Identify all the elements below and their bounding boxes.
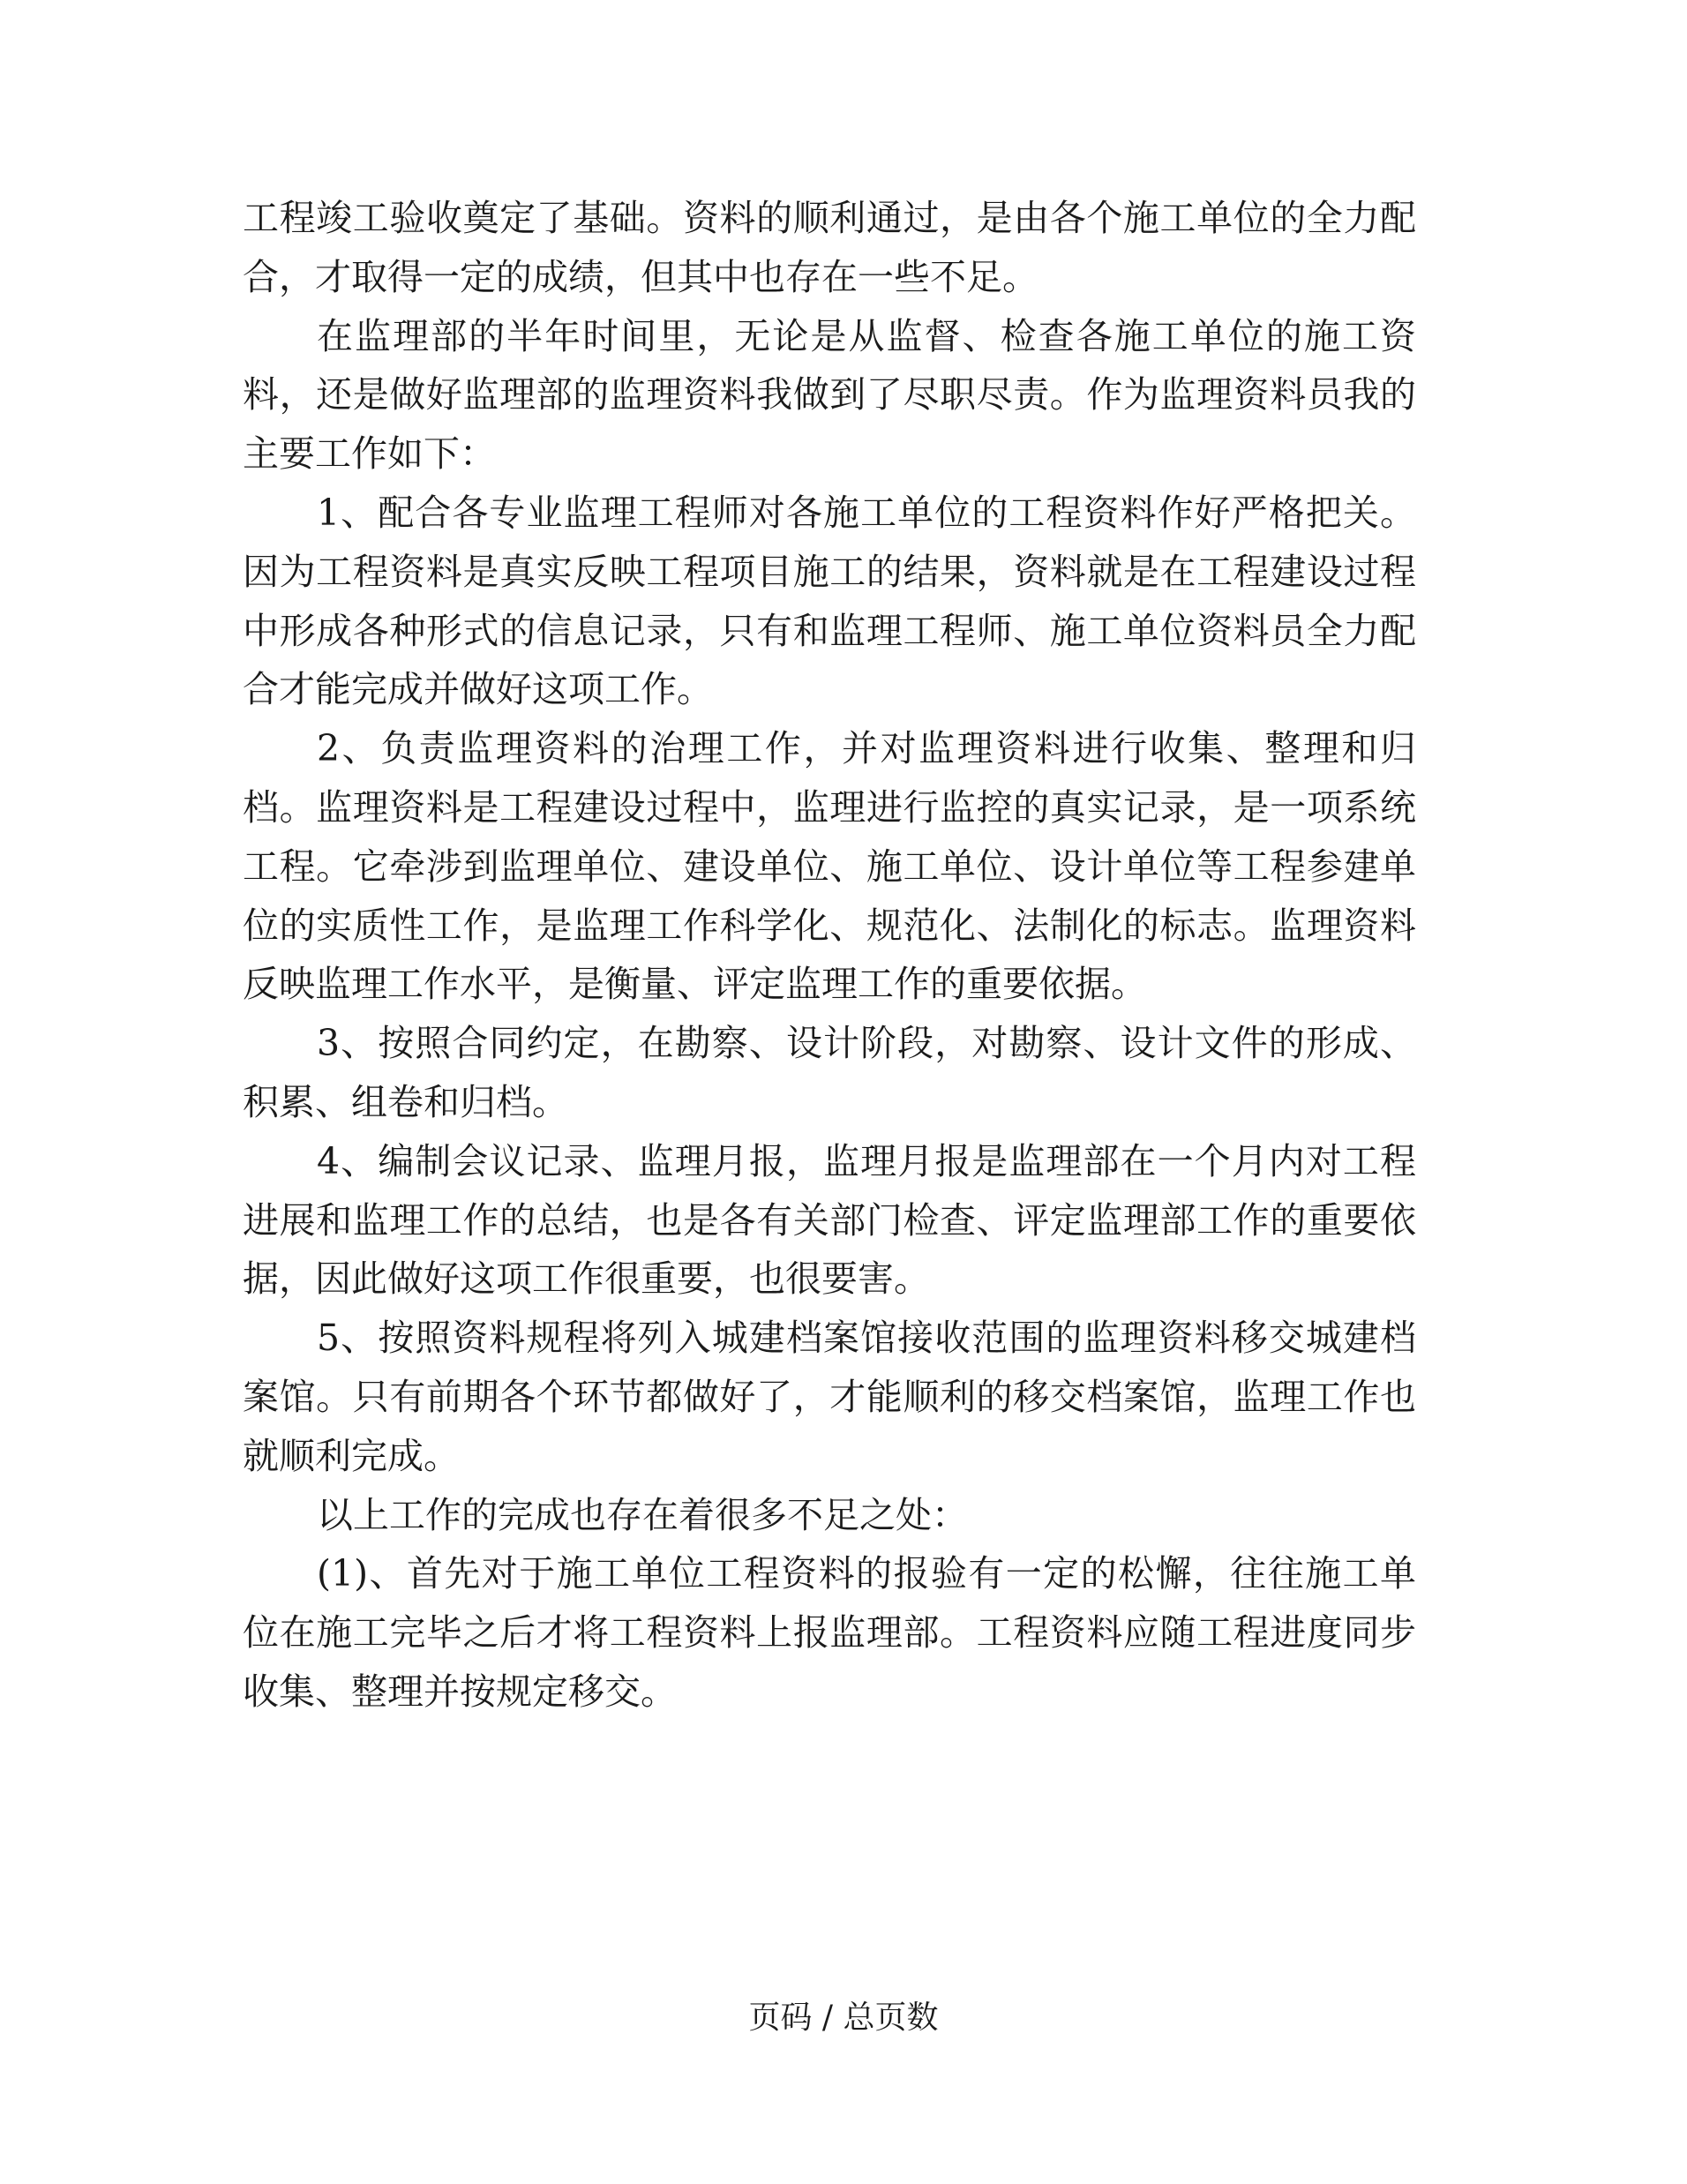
paragraph-intro-continued: 工程竣工验收奠定了基础。资料的顺利通过，是由各个施工单位的全力配合，才取得一定的成绩，但其中也存在一些不足。 [243,197,1416,298]
paragraph-shortcomings-intro: 以上工作的完成也存在着很多不足之处： [317,1493,968,1536]
document-body [243,189,1416,1722]
paragraph-item-2: 2、负责监理资料的治理工作，并对监理资料进行收集、整理和归档。监理资料是工程建设过程中，监理进行监控的真实记录，是一项系统工程。它牵涉到监理单位、建设单位、施工单位、设计单位等工程参建单位的实质性工作，是监理工作科学化、规范化、法制化的标志。监理资料反映监理工作水平，是衡量、评定监理工作的重要依据。 [243,727,1416,1006]
paragraph-item-3: 3、按照合同约定，在勘察、设计阶段，对勘察、设计文件的形成、积累、组卷和归档。 [243,1022,1416,1123]
page-number-footer: 页码 / 总页数 [748,2000,939,2036]
paragraph-item-4: 4、编制会议记录、监理月报，监理月报是监理部在一个月内对工程进展和监理工作的总结，也是各有关部门检查、评定监理部工作的重要依据，因此做好这项工作很重要，也很要害。 [243,1139,1416,1301]
paragraph-item-1: 1、配合各专业监理工程师对各施工单位的工程资料作好严格把关。因为工程资料是真实反映工程项目施工的结果，资料就是在工程建设过程中形成各种形式的信息记录，只有和监理工程师、施工单位资料员全力配合才能完成并做好这项工作。 [243,491,1416,711]
paragraph-main-duties: 在监理部的半年时间里，无论是从监督、检查各施工单位的施工资料，还是做好监理部的监理资料我做到了尽职尽责。作为监理资料员我的主要工作如下： [243,314,1416,476]
paragraph-item-5: 5、按照资料规程将列入城建档案馆接收范围的监理资料移交城建档案馆。只有前期各个环节都做好了，才能顺利的移交档案馆，监理工作也就顺利完成。 [243,1317,1416,1477]
paragraph-shortcoming-1: (1)、首先对于施工单位工程资料的报验有一定的松懈，往往施工单位在施工完毕之后才将工程资料上报监理部。工程资料应随工程进度同步收集、整理并按规定移交。 [243,1552,1416,1713]
